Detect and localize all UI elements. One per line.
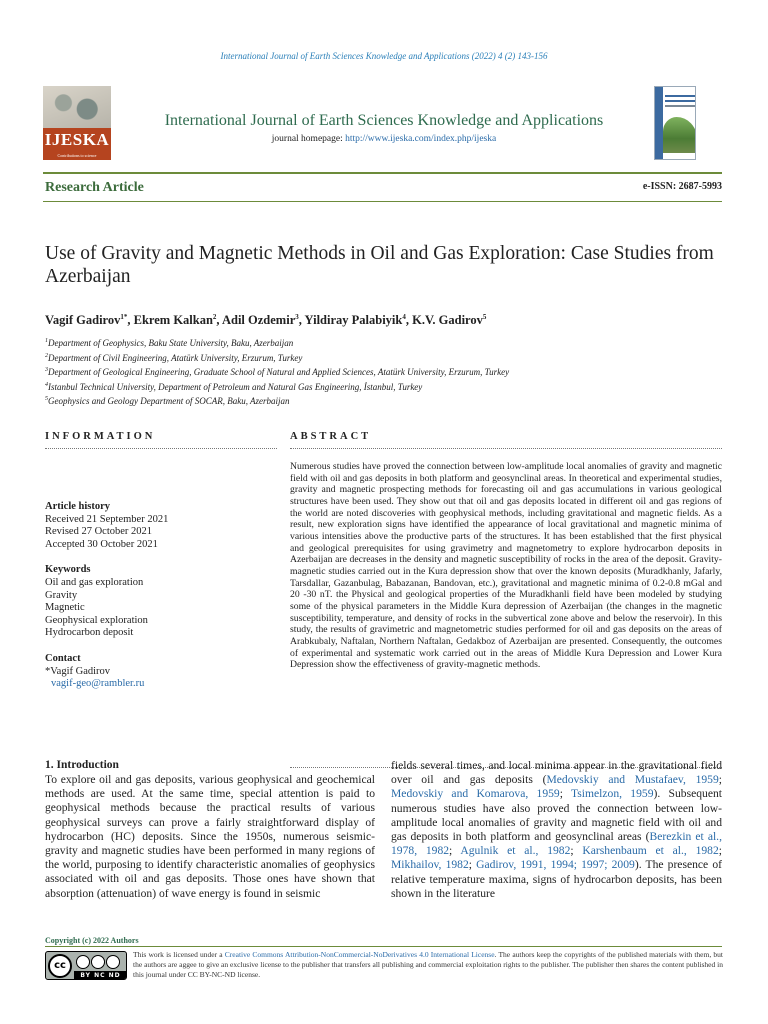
license-intro: This work is licensed under a [133,950,225,959]
author-sup: 3 [295,313,299,321]
author-sup: 2 [212,313,217,321]
affiliation-sup: 5 [45,396,48,402]
affiliations [45,335,725,408]
author-name: Ekrem Kalkan [133,313,213,328]
keyword-item: Geophysical exploration [45,614,148,626]
author-sup: 1* [120,313,128,321]
author-sup: 5 [482,313,487,321]
contact-email-link[interactable]: vagif-geo@rambler.ru [51,678,145,690]
contact-heading: Contact [45,652,81,664]
article-history-heading: Article history [45,501,111,512]
logo-text: IJESKA [43,128,111,152]
affiliation [45,364,725,379]
eissn: e-ISSN: 2687-5993 [642,181,722,192]
article-history [45,501,277,551]
reference-link[interactable]: Medovskiy and Mustafaev, 1959 [546,773,719,787]
cover-title-lines [665,95,695,97]
cc-license-badge[interactable] [45,951,127,980]
information-heading: INFORMATION [45,431,156,442]
header-divider-top [43,172,722,174]
author-list: Vagif Gadirov$^{1*}$, Ekrem Kalkan$^2$, Adil Ozdemir$^3$, Yildiray Palabiyik$^4$, K.V. Gadirov$^5$ [45,313,487,328]
body-text: ). Subsequent numerous studies have also proved the connection between low-amplitude local anomalies of gravity and magnetic field with oil and gas deposits in both platform and geosynclinal areas ( [391,787,722,844]
reference-separator: ; [559,787,572,801]
homepage-label: journal homepage: [271,134,346,144]
keyword-item: Oil and gas exploration [45,576,144,588]
cc-icon: cc [48,954,72,978]
journal-name: International Journal of Earth Sciences Knowledge and Applications [164,112,604,129]
affiliation-sup: 3 [45,367,48,373]
reference-link[interactable]: Agulnik et al., 1982 [460,844,571,858]
header-divider-bottom [43,201,722,202]
author-name: Adil Ozdemir [221,313,296,328]
reference-separator: ; [718,773,722,787]
affiliation-sup: 4 [45,381,48,388]
introduction-right-column [391,759,722,901]
author-name: Yildiray Palabiyik [304,313,403,328]
author-name: Vagif Gadirov [45,313,121,328]
keywords [45,564,277,640]
license-terms: . The authors keep the copyrights of the published materials with them, but the authors are aggee to give an exclusive license to the publisher that transfers all publishing and commercial exploitation rights to the publisher. The publisher then shares the content published in this journal under CC BY-NC-ND license. [133,950,723,979]
contact-name: *Vagif Gadirov [45,665,111,677]
copyright-notice: Copyright (c) 2022 Authors [45,936,139,945]
affiliation-sup: 1 [45,338,48,344]
affiliation [45,350,725,365]
affiliation-text: Department of Geophysics, Baku State University, Baku, Azerbaijan [48,338,294,348]
abstract-text: Numerous studies have proved the connection between low-amplitude local anomalies of gravity and magnetic field with oil and gas deposits in both platform and geosynclinal areas. In theoretical and experimental studies, gravity and magnetic prospecting methods for forecasting oil and gas accumulations in various geological structures have been used. They show out that oil and gas deposits located in different oil and gas regions of the world are noted discoveries with geophysical methods, including gravitational and magnetic fields. As a result, new exploration signs have identified the appearance of local gravitational and magnetic minima of various intensities above the productive parts of the structures. It has been established that the first physical and geological prerequisites for using gravimetry and magnetometry to explore hydrocarbon deposits in Azerbaijan are decreases in the density and magnetic susceptibility of rocks in the area of the deposit. Gravity-magnetic studies carried out in the Kura depression show that over the known deposits (Muradkhanly, Jafarly, Tarsdallar, Gazanbulag, Babazanan, Bandovan, etc.), gravitational and magnetic minima of 0.2-0.8 mGal and 20 -30 nT. the Physical and geological properties of the Muradkhanli field have been modeled by studying some of the physical parameters in the Middle Kura depression of Azerbaijan (the changes in the magnetic susceptibility, temperature, and density of rocks in the subvertical zone above and below the reservoir). In this study, the results of gravimetric and magnetometric studies performed for oil and gas deposits on the areas of Arabkubaly, Naftalan, Northern Naftalan, Gedakboz of Azerbaijan are presented. Consequently, the outcomes of experimental and systematic work carried out in the areas of Middle Kura Depression and Lower Kura Depression show the effectiveness of gravity-magnetic methods. [290,461,722,671]
reference-link[interactable]: Tsimelzon, 1959 [571,787,654,801]
contact-email-row [45,678,277,691]
logo-subtext: Contributions to science [43,152,111,160]
affiliation [45,393,725,408]
reference-link[interactable]: Berezkin et al., 1978, 1982 [391,830,722,858]
affiliation [45,335,725,350]
journal-citation: International Journal of Earth Sciences Knowledge and Applications (2022) 4 (2) 143-156 [220,51,548,61]
article-type: Research Article [45,180,144,195]
revised-date: Revised 27 October 2021 [45,526,153,538]
nd-icon [106,955,120,969]
information-rule [45,448,277,449]
abstract-heading: ABSTRACT [290,431,372,442]
keywords-heading: Keywords [45,564,91,576]
journal-homepage [0,134,768,144]
license-text [133,950,723,980]
information-panel [45,501,277,704]
footer-divider [45,946,722,947]
reference-separator: ; [449,844,461,858]
nc-icon [91,955,105,969]
author-sup: 4 [402,313,406,321]
homepage-link[interactable]: http://www.ijeska.com/index.php/ijeska [345,134,497,144]
cc-strip-label: BY NC ND [74,971,127,980]
license-link[interactable]: Creative Commons Attribution-NonCommercial-NoDerivatives 4.0 International License [224,950,495,959]
body-text: ). The presence of relative temperature maxima, signs of hydrocarbon deposits, has been shown in the literature [391,858,722,900]
affiliation-text: Department of Civil Engineering, Atatürk University, Erzurum, Turkey [48,352,303,363]
keyword-item: Hydrocarbon deposit [45,627,134,639]
affiliation-sup: 2 [45,352,48,359]
section-heading-introduction: 1. Introduction [45,759,119,771]
paper-title: Use of Gravity and Magnetic Methods in Oil and Gas Exploration: Case Studies from Azerbaijan [45,243,714,287]
affiliation [45,379,725,394]
author-name: K.V. Gadirov [412,313,483,328]
reference-separator: ; [468,858,477,872]
affiliation-text: Department of Geological Engineering, Graduate School of Natural and Applied Sciences, Atatürk University, Erzurum, Turkey [48,367,510,377]
cover-image [663,117,696,153]
reference-link[interactable]: Mikhailov, 1982 [391,858,469,872]
received-date: Received 21 September 2021 [45,513,169,525]
by-icon [76,955,90,969]
reference-link[interactable]: Gadirov, 1991, 1994; 1997; 2009 [476,858,635,872]
keyword-item: Magnetic [45,602,85,614]
abstract-rule [290,448,722,449]
accepted-date: Accepted 30 October 2021 [45,538,158,550]
reference-link[interactable]: Karshenbaum et al., 1982 [582,844,719,858]
body-text: fields several times, and local minima appear in the gravitational field over oil and gas deposits ( [391,759,722,787]
reference-separator: ; [718,844,722,858]
contact [45,653,277,691]
affiliation-text: Geophysics and Geology Department of SOCAR, Baku, Azerbaijan [48,396,290,406]
affiliation-text: Istanbul Technical University, Department of Petroleum and Natural Gas Engineering, İstanbul, Turkey [48,381,423,392]
journal-cover-thumbnail [654,86,696,160]
introduction-left-column: To explore oil and gas deposits, various geophysical and geochemical methods are used. At the same time, special attention is paid to geophysical methods because the practical results of various geophysical surveys can prove a fairly straightforward display of hydrocarbon (HC) deposits. Since the 1950s, numerous seismic-gravity and magnetic studies have been performed in many regions of the world, purposing to identify characteristic anomalies of geophysics associated with oil and gas deposits. Those ones have shown that absorption (attenuation) of wave energy is found in seismic [45,773,375,900]
cc-attribution-icons [76,954,126,970]
reference-link[interactable]: Medovskiy and Komarova, 1959 [391,787,560,801]
cover-stripe [655,87,663,160]
reference-separator: ; [570,844,583,858]
keyword-item: Gravity [45,589,78,601]
